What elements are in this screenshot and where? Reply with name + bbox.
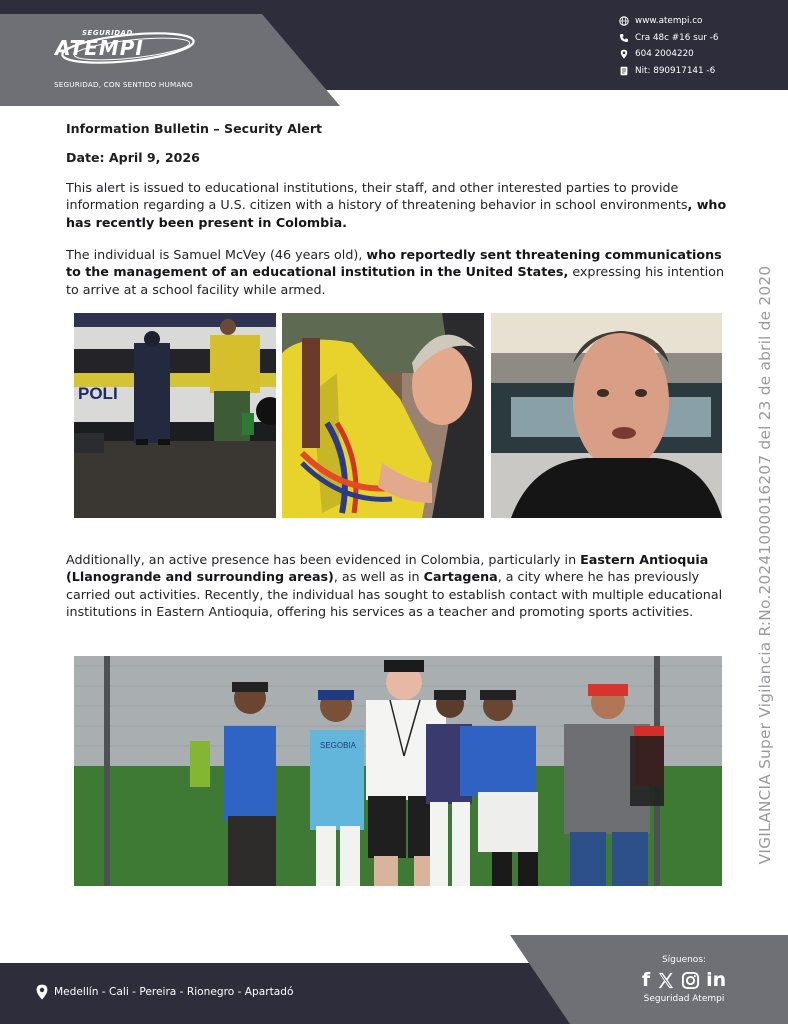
paragraph-intro — [66, 179, 728, 231]
contact-website-text: www.atempi.co — [635, 16, 703, 27]
contact-nit — [619, 63, 779, 80]
watermark-text: VIGILANCIA Super Vigilancia R:No.20241000016207 del 23 de abril de 2020 — [756, 265, 774, 865]
p1-text-b: , who has recently been present in Colombia. — [66, 197, 727, 230]
facebook-icon[interactable]: f — [641, 969, 651, 991]
photo-yellow-jacket — [282, 313, 484, 518]
p3-text-b: Eastern Antioquia (Llanogrande and surrounding areas) — [66, 552, 709, 585]
linkedin-icon[interactable]: in — [706, 969, 727, 991]
paragraph-presence — [66, 551, 728, 621]
contact-website[interactable] — [619, 13, 779, 30]
p3-text-e: , a city where he has previously carried out activities. Recently, the individual has sought to establish contact with multiple educational institutions in Eastern Antioquia, offering his services as a teacher and promoting sports activities. — [66, 569, 723, 620]
tagline: SEGURIDAD, CON SENTIDO HUMANO — [54, 80, 193, 89]
atempi-logo — [50, 26, 200, 78]
contact-phone-text: 604 2004220 — [635, 49, 694, 60]
p2-text-c: , — [563, 264, 569, 280]
paragraph-individual — [66, 246, 728, 298]
contact-block — [619, 13, 779, 79]
location-pin-icon — [619, 49, 629, 59]
phone-icon — [619, 33, 629, 43]
contact-address — [619, 30, 779, 47]
contact-nit-text: Nit: 890917141 -6 — [635, 65, 716, 76]
brand-name: Seguridad Atempi — [643, 994, 725, 1004]
logo-main-text: ATEMPI — [55, 36, 144, 60]
globe-icon — [619, 16, 629, 26]
p3-text-a: Additionally, an active presence has been evidenced in Colombia, particularly in — [66, 552, 581, 567]
police-car-text: POLI — [78, 384, 118, 403]
photo-selfie — [491, 313, 722, 518]
p1-text-a: This alert is issued to educational institutions, their staff, and other interested parties to provide information regarding a U.S. citizen with a history of threatening behavior in school environments — [66, 180, 688, 213]
footer-follow — [637, 955, 731, 1004]
bulletin-title: Information Bulletin – Security Alert — [66, 121, 323, 136]
p2-text-d: expressing his intention to arrive at a school facility while armed. — [66, 264, 724, 297]
photo-group-baseball — [74, 656, 722, 886]
p2-text-a: The individual is Samuel McVey (46 years old), — [66, 247, 367, 262]
social-icons — [637, 969, 731, 991]
document-icon — [619, 66, 629, 76]
footer-cities-text: Medellín - Cali - Pereira - Rionegro - Apartadó — [54, 986, 294, 998]
follow-label: Síguenos: — [661, 955, 707, 965]
contact-address-text: Cra 48c #16 sur -6 — [635, 32, 719, 43]
bulletin-date: Date: April 9, 2026 — [66, 150, 200, 165]
instagram-icon[interactable] — [681, 971, 700, 990]
p3-text-d: Cartagena — [423, 569, 498, 585]
footer-cities — [36, 984, 293, 1000]
x-icon[interactable] — [656, 971, 675, 990]
contact-phone — [619, 46, 779, 63]
p3-text-c: , as well as in — [333, 569, 424, 585]
p2-text-b: who reportedly sent threatening communications to the management of an educational institution in the United States — [66, 247, 722, 280]
jersey-text: SEGOBIA — [320, 741, 357, 750]
header-top-stripe — [0, 0, 262, 14]
photo-police-scene — [74, 313, 276, 518]
logo-top-text: SEGURIDAD — [82, 29, 133, 37]
location-pin-icon — [36, 984, 48, 1000]
